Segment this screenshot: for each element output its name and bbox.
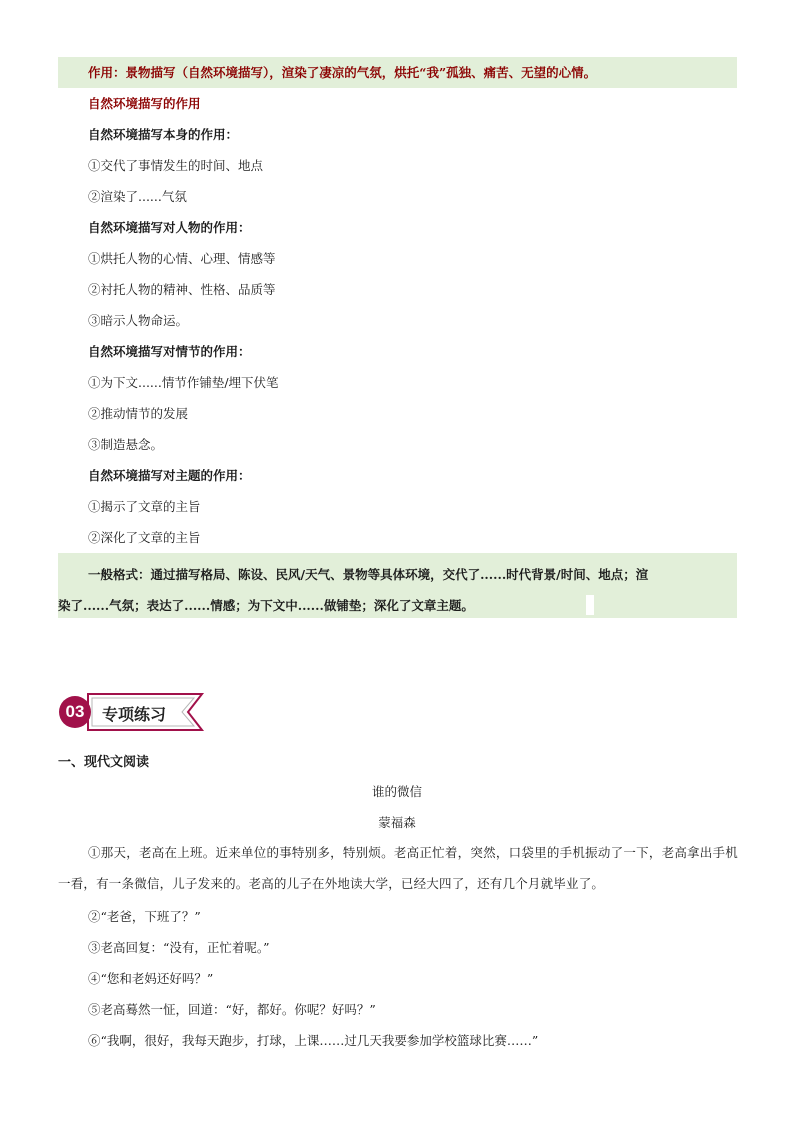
article-paragraph: ①那天，老高在上班。近来单位的事特别多，特别烦。老高正忙着，突然，口袋里的手机振动了一下，老高拿出手机一看，有一条微信，儿子发来的。老高的儿子在外地读大学，已经大四了，还有几个月就毕业了。: [58, 845, 738, 891]
effects-group-title: 自然环境描写本身的作用：: [88, 127, 239, 142]
effects-group-title: 自然环境描写对主题的作用：: [88, 468, 251, 483]
effects-item: ③暗示人物命运。: [88, 313, 189, 328]
article-paragraph: ⑤老高蓦然一怔，回道：“好，都好。你呢？好吗？”: [88, 1002, 376, 1017]
effect-statement: 作用：景物描写（自然环境描写），渲染了凄凉的气氛，烘托“我”孤独、痛苦、无望的心情。: [88, 65, 597, 80]
effects-item: ②推动情节的发展: [88, 406, 189, 421]
general-format-line-1: 一般格式：通过描写格局、陈设、民风/天气、景物等具体环境，交代了......时代背景/时间、地点；渲: [88, 567, 649, 582]
article-paragraph: ③老高回复：“没有，正忙着呢。”: [88, 940, 270, 955]
article-paragraph: ④“您和老妈还好吗？”: [88, 971, 214, 986]
text-cursor: [586, 595, 594, 615]
question-title: 一、现代文阅读: [58, 755, 150, 770]
effects-item: ②深化了文章的主旨: [88, 530, 201, 545]
effects-item: ②衬托人物的精神、性格、品质等: [88, 282, 276, 297]
effects-item: ①为下文......情节作铺垫/埋下伏笔: [88, 375, 279, 390]
effects-group-title: 自然环境描写对情节的作用：: [88, 344, 251, 359]
effects-item: ③制造悬念。: [88, 437, 164, 452]
effects-item: ①烘托人物的心情、心理、情感等: [88, 251, 276, 266]
effects-heading: 自然环境描写的作用: [88, 96, 201, 111]
effects-item: ①交代了事情发生的时间、地点: [88, 158, 264, 173]
effects-item: ②渲染了......气氛: [88, 189, 187, 204]
article-title: 谁的微信: [371, 784, 422, 799]
article-author: 蒙福森: [378, 815, 416, 830]
effects-item: ①揭示了文章的主旨: [88, 499, 201, 514]
article-paragraph: ②“老爸，下班了？”: [88, 909, 201, 924]
effects-group-title: 自然环境描写对人物的作用：: [88, 220, 251, 235]
section-title: 专项练习: [102, 705, 167, 724]
article-paragraph: ⑥“我啊，很好，我每天跑步，打球，上课……过几天我要参加学校篮球比赛……”: [88, 1033, 539, 1048]
section-number-badge: 03: [59, 696, 91, 728]
general-format-line-2: 染了......气氛；表达了......情感；为下文中......做铺垫；深化了文章主题。: [58, 598, 474, 613]
